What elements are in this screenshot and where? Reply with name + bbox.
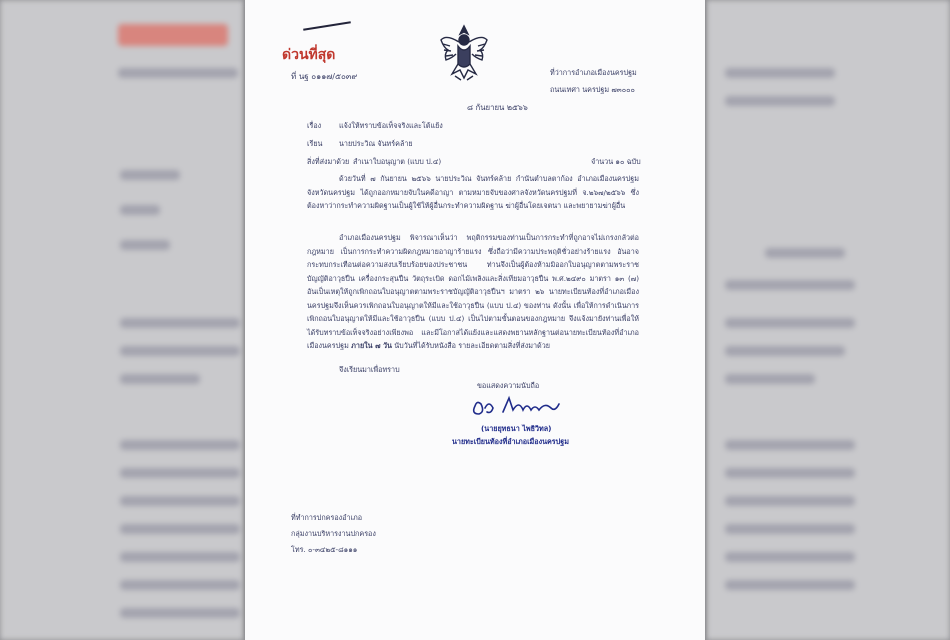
blurred-background-right [705,0,950,640]
footer-phone: โทร. ๐-๓๔๒๕-๘๑๑๑ [291,545,358,554]
garuda-emblem-icon [438,20,490,84]
recipient-text: นายประวิณ จันทร์คล้าย [339,139,413,148]
enclosure-count: จำนวน ๑๐ ฉบับ [591,157,641,166]
deadline-emphasis: ภายใน ๗ วัน [351,341,392,350]
paragraph-2-main: อำเภอเมืองนครปฐม พิจารณาเห็นว่า พฤติกรรมของท่านเป็นการกระทำที่ถูกอาจไม่เกรงกลัวต่อกฎหมาย เป็นการกระทำความผิดกฎหมายอาญาร้ายแรง ซึ่งถือว่ามีความประพฤติชั่วอย่างร้ายแรง อันอาจกระทบกระเทือนต่อความสงบเรียบร้อยของประชาชน ท่านจึงเป็นผู้ต้องห้ามมิออกใบอนุญาตตามพระราชบัญญัติอาวุธปืน เครื่องกระสุนปืน วัตถุระเบิด ดอกไม้เพลิงและสิ่งเทียมอาวุธปืน พ.ศ.๒๔๙๐ มาตรา ๑๓ (๗) อันเป็นเหตุให้ถูกเพิกถอนใบอนุญาตตามพระราชบัญญัติอาวุธปืนฯ มาตรา ๒๖ นายทะเบียนท้องที่อำเภอเมืองนครปฐมจึงเห็นควรเพิกถอนใบอนุญาตให้มีและใช้อาวุธปืน (แบบ ป.๔) ของท่าน ดังนั้น เพื่อให้การดำเนินการเพิกถอนใบอนุญาตให้มีและใช้อาวุธปืน (แบบ ป.๔) เป็นไปตามขั้นตอนของกฎหมาย จึงแจ้งมายังท่านเพื่อให้ได้รับทราบข้อเท็จจริงอย่างเพียงพอ และมีโอกาสได้แย้งและแสดงพยานหลักฐานต่อนายทะเบียนท้องที่อำเภอเมืองนครปฐม [307,233,639,350]
footer-office: ที่ทำการปกครองอำเภอ [291,513,363,522]
regards-line: ขอแสดงความนับถือ [477,381,540,390]
paragraph-2-tail: นับวันที่ได้รับหนังสือ รายละเอียดตามสิ่งที่ส่งมาด้วย [394,341,550,350]
sender-office-line1: ที่ว่าการอำเภอเมืองนครปฐม [550,68,637,77]
blurred-background-left [0,0,245,640]
enclosure-label: สิ่งที่ส่งมาด้วย [307,157,350,166]
paragraph-2 [307,231,639,353]
document-number: ที่ นฐ ๐๑๑๗/๕๐๓๙ [291,72,358,81]
letter-date: ๘ กันยายน ๒๕๖๖ [467,103,528,112]
recipient-label: เรียน [307,139,323,148]
urgency-stamp: ด่วนที่สุด [282,47,336,63]
subject-text: แจ้งให้ทราบข้อเท็จจริงและโต้แย้ง [339,121,443,130]
closing-line: จึงเรียนมาเพื่อทราบ [339,365,400,374]
subject-label: เรื่อง [307,121,322,130]
signatory-title: นายทะเบียนท้องที่อำเภอเมืองนครปฐม [452,437,569,446]
footer-unit: กลุ่มงานบริหารงานปกครอง [291,529,376,538]
sender-office-line2: ถนนเทศา นครปฐม ๗๓๐๐๐ [550,85,635,94]
letter-page [245,0,705,640]
signatory-name: (นายยุทธนา ไพธิวิทล) [481,424,552,433]
signature-icon [469,392,569,420]
enclosure-text: สำเนาใบอนุญาต (แบบ ป.๔) [353,157,442,166]
pen-mark [303,21,351,30]
paragraph-1: ด้วยวันที่ ๗ กันยายน ๒๕๖๖ นายประวิณ จันทร์คล้าย กำนันตำบลตาก้อง อำเภอเมืองนครปฐม จังหวัดนครปฐม ได้ถูกออกหมายจับในคดีอาญา ตามหมายจับของศาลจังหวัดนครปฐมที่ จ.๒๖๗/๒๕๖๖ ซึ่งต้องหาว่ากระทำความผิดฐานเป็นผู้ใช้ให้ผู้อื่นกระทำความผิดฐาน ฆ่าผู้อื่นโดยเจตนา และพยายามฆ่าผู้อื่น [307,174,639,210]
